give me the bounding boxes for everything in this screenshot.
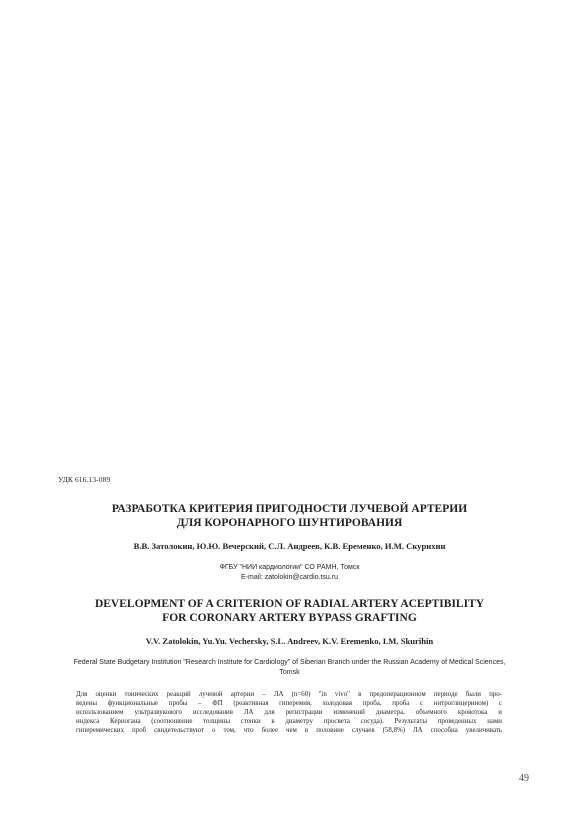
- affiliation-english: [58, 658, 521, 678]
- title-line: ДЛЯ КОРОНАРНОГО ШУНТИРОВАНИЯ: [176, 516, 403, 529]
- abstract-line: использованием ультразвукового исследования ЛА для регистрации изменений диаметра, объемного кровотока и: [76, 709, 502, 717]
- affiliation-russian: [58, 563, 521, 583]
- article-title-english: [58, 598, 521, 625]
- abstract-line: гиперемических проб свидетельствуют о том, что более чем в половине случаев (58,8%) ЛА способна увеличивать: [76, 727, 502, 735]
- title-line: FOR CORONARY ARTERY BYPASS GRAFTING: [162, 611, 417, 624]
- page-number: 49: [519, 773, 529, 784]
- email-line: E-mail: zatolokin@cardio.tsu.ru: [241, 574, 338, 581]
- affiliation-line: ФГБУ "НИИ кардиологии" СО РАМН, Томск: [219, 564, 360, 571]
- title-line: РАЗРАБОТКА КРИТЕРИЯ ПРИГОДНОСТИ ЛУЧЕВОЙ АРТЕРИИ: [111, 503, 468, 515]
- abstract-line: ведены функциональные пробы – ФП (реактивная гиперемия, холодовая проба, проба с нитроглицерином) с: [76, 700, 502, 708]
- abstract-line: Для оценки тонических реакций лучевой артерии – ЛА (n=60) "in vivo" в предоперационном периоде были про-: [76, 691, 502, 698]
- abstract-paragraph: [76, 690, 502, 735]
- affiliation-line: Tomsk: [279, 669, 300, 676]
- authors-english: V.V. Zatolokin, Yu.Yu. Vechersky, S.L. Andreev, K.V. Eremenko, I.M. Skurihin: [145, 636, 434, 646]
- authors-russian: В.В. Затолокин, Ю.Ю. Вечерский, С.Л. Андреев, К.В. Еременко, И.М. Скурихин: [133, 541, 446, 551]
- abstract-line: индекса Керногана (соотношение толщины стенки к диаметру просвета сосуда). Результаты проведенных нами: [76, 718, 502, 726]
- article-title-russian: [58, 503, 521, 530]
- title-line: DEVELOPMENT OF A CRITERION OF RADIAL ARTERY ACEPTIBILITY: [94, 598, 485, 610]
- udc-code: УДК 616.13-089: [58, 475, 111, 484]
- affiliation-line: Federal State Budgetary Institution "Research Institute for Cardiology" of Siberian Branch under the Russian Academy of Medical Sciences,: [73, 659, 506, 666]
